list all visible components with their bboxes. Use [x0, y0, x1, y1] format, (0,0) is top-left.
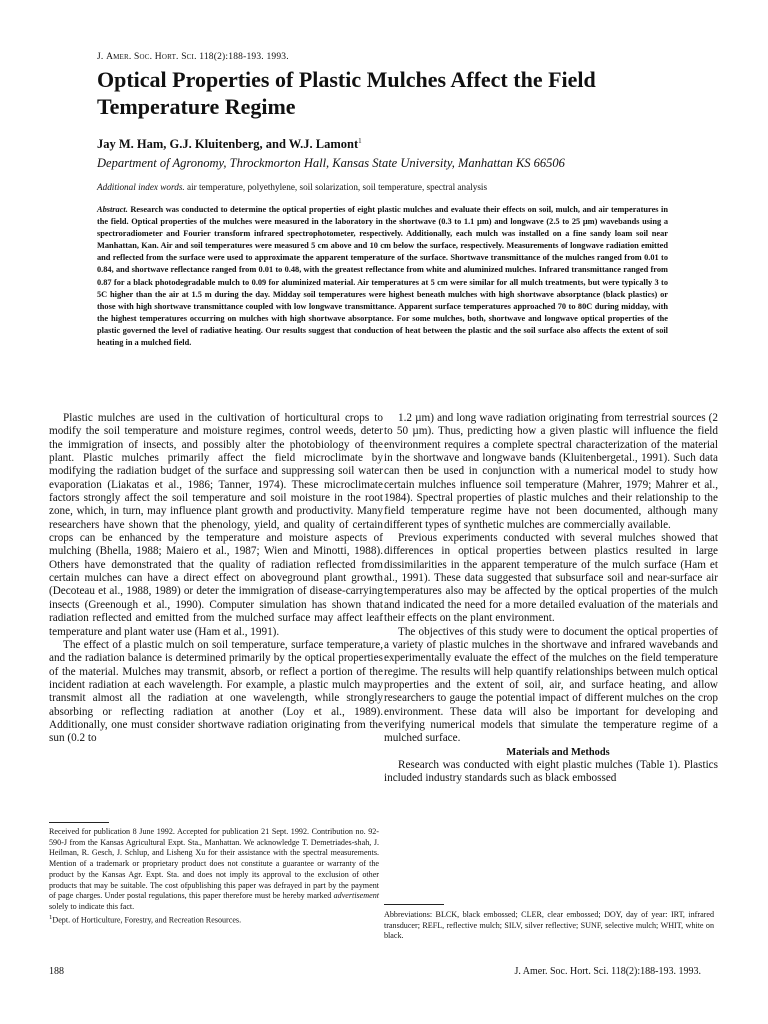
section-heading-materials: Materials and Methods — [506, 746, 610, 758]
abstract — [97, 204, 668, 349]
journal-name: Amer. Soc. Hort. Sci. — [106, 52, 197, 62]
footnote-rule-left — [49, 822, 109, 823]
journal-citation — [97, 52, 289, 62]
body-paragraph: Plastic mulches are used in the cultivation of horticultural crops to modify the soil temperature and moisture regimes, control weeds, deter the immigration of insects, and possibly alter the photobiology of the plant. Plastic mulches primarily affect the field microclimate by modifying the radiation budget of the surface and suppressing soil water evaporation (Liakatas et al., 1986; Tanner, 1974). These microclimate factors strongly affect the soil temperature and soil moisture in the root zone, which, in turn, may influence plant growth and productivity. Many researchers have shown that the phenology, yield, and quality of certain crops can be enhanced by the temperature and moisture aspects of mulching (Bhella, 1988; Maiero et al., 1987; Wien and Minotti, 1988). Others have demonstrated that the quality of radiation reflected from certain mulches can have a direct effect on aboveground plant growth (Decoteau et al., 1988, 1989) or deter the immigration of disease-carrying insects (Greenough et al., 1990). Computer simulation has shown that radiation reflected and emitted from the mulched surface may affect leaf temperature and plant water use (Ham et al., 1991). — [49, 412, 383, 638]
abstract-text: Research was conducted to determine the optical properties of eight plastic mulches and evaluate their effects on soil, mulch, and air temperatures in the field. Optical properties of the mulches were measured in the laboratory in the shortwave (0.3 to 1.1 µm) and longwave (2.5 to 25 µm) wavebands using a spectroradiometer and Fourier transform infrared spectrophotometer, respectively. Additionally, each mulch was installed on a fine sandy loam soil near Manhattan, Kan. Air and soil temperatures were measured 5 cm above and 10 cm below the surface, respectively. Measurements of longwave radiation emitted and reflected from the surface were used to approximate the apparent temperature of the surface. Shortwave transmittance of the mulches ranged from 0.01 to 0.84, and shortwave reflectance ranged from 0.01 to 0.48, with the greatest reflectance from white and aluminized mulches. Infrared transmittance ranged from 0.87 for a black photodegradable mulch to 0.09 for aluminized material. Air temperatures at 5 cm were similar for all mulch treatments, but were typically 3 to 5C higher than the air at 1.5 m during the day. Midday soil temperatures were highest beneath mulches with high shortwave absorptance (black plastics) or those with high shortwave transmittance coupled with low longwave transmittance. Apparent surface temperatures approached 70 to 80C during midday, with the highest temperatures occurring on mulches with high shortwave absorptance. For some mulches, both, shortwave and longwave optical properties of the plastic governed the level of radiative heating. Our results suggest that conduction of heat between the plastic and the soil surface also affects the extent of soil heating in a mulched field. — [97, 205, 668, 348]
affiliation: Department of Agronomy, Throckmorton Hall, Kansas State University, Manhattan KS 66506 — [97, 156, 565, 170]
running-footer: J. Amer. Soc. Hort. Sci. 118(2):188-193. 1993. — [514, 966, 701, 977]
author-list — [97, 137, 362, 152]
abbreviations-text: Abbreviations: BLCK, black embossed; CLER, clear embossed; DOY, day of year: IRT, infrared transducer; REFL, reflective mulch; SILV, silver reflective; SUNF, selective mulch; WHIT, white on black. — [384, 910, 714, 941]
dept-footnote-text: Dept. of Horticulture, Forestry, and Recreation Resources. — [52, 915, 242, 925]
footnote-dept — [49, 913, 379, 926]
body-column-right — [384, 412, 718, 786]
journal-volume: 118(2):188-193. 1993. — [196, 52, 289, 62]
advertisement-word: advertisement — [333, 891, 379, 901]
received-text-end: solely to indicate this fact. — [49, 901, 135, 911]
page-number: 188 — [49, 966, 64, 977]
abstract-label: Abstract. — [97, 205, 128, 214]
dept-footnote-mark: 1 — [49, 913, 53, 921]
authors-text: Jay M. Ham, G.J. Kluitenberg, and W.J. Lamont — [97, 137, 359, 152]
body-paragraph: Previous experiments conducted with several mulches showed that differences in optical properties between plastics resulted in large dissimilarities in the apparent temperature of the mulch surface (Ham et al., 1991). These data suggested that subsurface soil and near-surface air temperatures also may be affected by the optical properties of the mulch and indicated the need for a more detailed evaluation of the materials and their effects on the plant environment. — [384, 532, 718, 625]
footnote-received — [49, 827, 379, 926]
index-words-label: Additional index words. — [97, 182, 185, 192]
body-paragraph: Research was conducted with eight plastic mulches (Table 1). Plastics included industry standards such as black embossed — [384, 758, 718, 785]
index-words — [97, 182, 677, 192]
journal-prefix: J. — [97, 52, 107, 62]
received-text: Received for publication 8 June 1992. Accepted for publication 21 Sept. 1992. Contribution no. 92-590-J from the Kansas Agricultural Expt. Sta., Manhattan. We acknowledge T. Demetriades-shah, J. Heilman, R. Gesch, J. Schlup, and Lisheng Xu for their assistance with the spectral measurements. Mention of a trademark or proprietary product does not constitute a guarantee or warranty of the product by the Kansas Agr. Expt. Sta. and does not imply its approval to the exclusion of other products that may be suitable. The cost ofpublishing this paper was defrayed in part by the payment of page charges. Under postal regulations, this paper therefore must be hereby marked — [49, 827, 379, 901]
body-paragraph: 1.2 µm) and long wave radiation originating from terrestrial sources (2 to 50 µm). Thus, predicting how a given plastic will influence the field environment requires a complete spectral characterization of the material in the shortwave and longwave bands (Kluitenbergetal., 1991). Such data can then be used in conjunction with a numerical model to study how certain mulches influence soil temperature (Mahrer, 1979; Mahrer et al., 1984). Spectral properties of plastic mulches and their relationship to the field temperature regime have not been documented, although many different types of synthetic mulches are commercially available. — [384, 412, 718, 531]
body-column-left — [49, 412, 383, 746]
footnote-received-text — [49, 827, 379, 913]
author-footnote-mark: 1 — [358, 137, 362, 145]
paper-title: Optical Properties of Plastic Mulches Affect the Field Temperature Regime — [97, 67, 596, 119]
body-paragraph: The effect of a plastic mulch on soil temperature, surface temperature, and the radiation balance is determined primarily by the optical properties of the material. Mulches may transmit, absorb, or reflect a portion of the incident radiation at each wavelength. For example, a plastic mulch may transmit almost all the radiation at one wavelength, while strongly absorbing or reflecting radiation at another (Loy et al., 1989). Additionally, one must consider shortwave radiation originating from the sun (0.2 to — [49, 638, 383, 745]
body-paragraph: The objectives of this study were to document the optical properties of a variety of plastic mulches in the shortwave and infrared wavebands and experimentally evaluate the effect of the mulches on the field temperature regime. The results will help quantify relationships between mulch optical properties and the extent of soil, air, and surface heating, and allow researchers to gauge the potential impact of different mulches on the crop environment. These data will also be important for developing and verifying numerical models that simulate the temperature regime of a mulched surface. — [384, 625, 718, 745]
footnote-rule-right — [384, 904, 444, 905]
footnote-abbreviations — [384, 910, 714, 942]
index-words-text: air temperature, polyethylene, soil solarization, soil temperature, spectral analysis — [184, 182, 488, 192]
